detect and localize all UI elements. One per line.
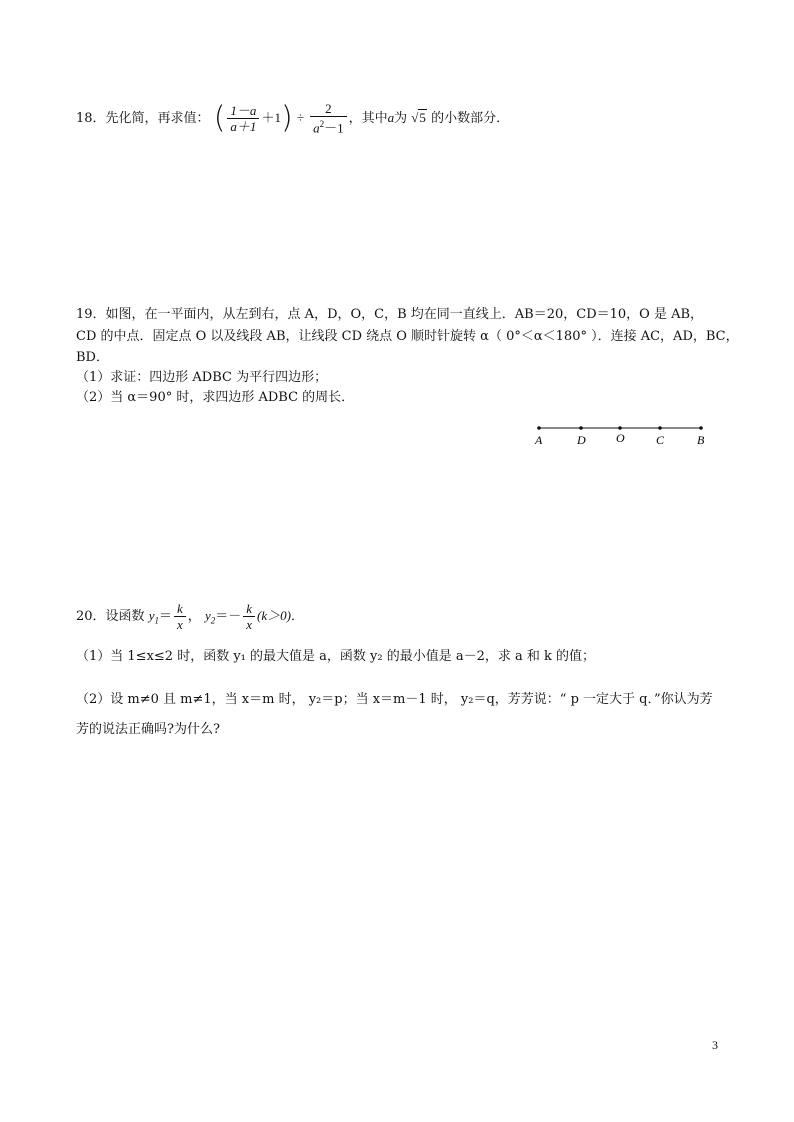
q18-number: 18． (76, 111, 106, 126)
q18-var-a: a (387, 110, 395, 125)
q20-condition: (k＞0) (257, 608, 291, 623)
q18-tail-1: ，其中 (348, 111, 388, 126)
q18-lead: 先化简，再求值： (105, 111, 210, 126)
q18-tail-2: 为 (394, 111, 408, 126)
label-O: O (616, 431, 625, 445)
question-18 (76, 100, 509, 136)
label-B: B (697, 433, 705, 447)
q20-number: 20． (76, 609, 106, 624)
q20-fraction-1: $\frac{k}{x}$ (174, 601, 186, 632)
q18-frac2-numerator: 2 (310, 101, 347, 117)
right-paren-icon: ) (280, 100, 293, 136)
label-A: A (535, 433, 543, 447)
q20-sep: ， (187, 609, 201, 624)
point-A (537, 426, 541, 430)
point-C (658, 426, 662, 430)
q18-fraction-2 (310, 101, 347, 135)
page-number: 3 (712, 1038, 718, 1052)
left-paren-icon: ( (213, 100, 226, 136)
q18-tail-3: 的小数部分． (431, 111, 510, 126)
q18-div: ÷ (296, 110, 304, 125)
q20-eq-1: ＝ (158, 608, 172, 623)
q19-line-2: CD 的中点．固定点 O 以及线段 AB，让线段 CD 绕点 O 顺时针旋转 α（ 0°＜α＜180° ）．连接 AC，AD，BC， (76, 329, 739, 344)
q18-frac1-denominator: a＋1 (230, 119, 257, 134)
point-D (579, 426, 583, 430)
q20-lead: 设函数 (105, 609, 145, 624)
q19-part-1: （1）求证：四边形 ADBC 为平行四边形； (76, 370, 328, 385)
q20-y1: $y_1$ (148, 608, 159, 626)
label-C: C (656, 433, 665, 447)
q19-part-2: （2）当 α＝90° 时，求四边形 ADBC 的周长． (76, 390, 355, 405)
q20-end: ． (290, 609, 304, 624)
q18-frac2-denominator: $a^2-1$ (313, 119, 344, 136)
q20-part-1: （1）当 1≤x≤2 时，函数 y₁ 的最大值是 a，函数 y₂ 的最小值是 a－2，求 a 和 k 的值； (76, 649, 596, 664)
question-20 (76, 598, 304, 634)
q20-part-2-line-2: 芳的说法正确吗?为什么? (76, 722, 220, 737)
q19-line-1: 19．如图，在一平面内，从左到右，点 A，D，O，C，B 均在同一直线上．AB＝20，CD＝10，O 是 AB， (76, 307, 704, 322)
sqrt-icon: √5 (411, 110, 426, 125)
q20-part-2-line-1: （2）设 m≠0 且 m≠1，当 x＝m 时， y₂＝p；当 x＝m－1 时， y₂＝q，芳芳说：“ p 一定大于 q．”你认为芳 (76, 692, 713, 707)
point-O (618, 426, 622, 430)
q20-eq-2: ＝－ (215, 608, 242, 623)
point-B (699, 426, 703, 430)
q18-plus-one: ＋1 (261, 110, 281, 125)
q19-line-3: BD． (76, 350, 109, 365)
q20-fraction-2: $\frac{k}{x}$ (243, 601, 255, 632)
label-D: D (577, 433, 586, 447)
q20-y2: $y_2$ (204, 608, 216, 626)
q18-fraction-1 (227, 103, 259, 134)
segment-figure (530, 418, 715, 454)
q18-frac1-numerator: 1－a (227, 103, 259, 119)
